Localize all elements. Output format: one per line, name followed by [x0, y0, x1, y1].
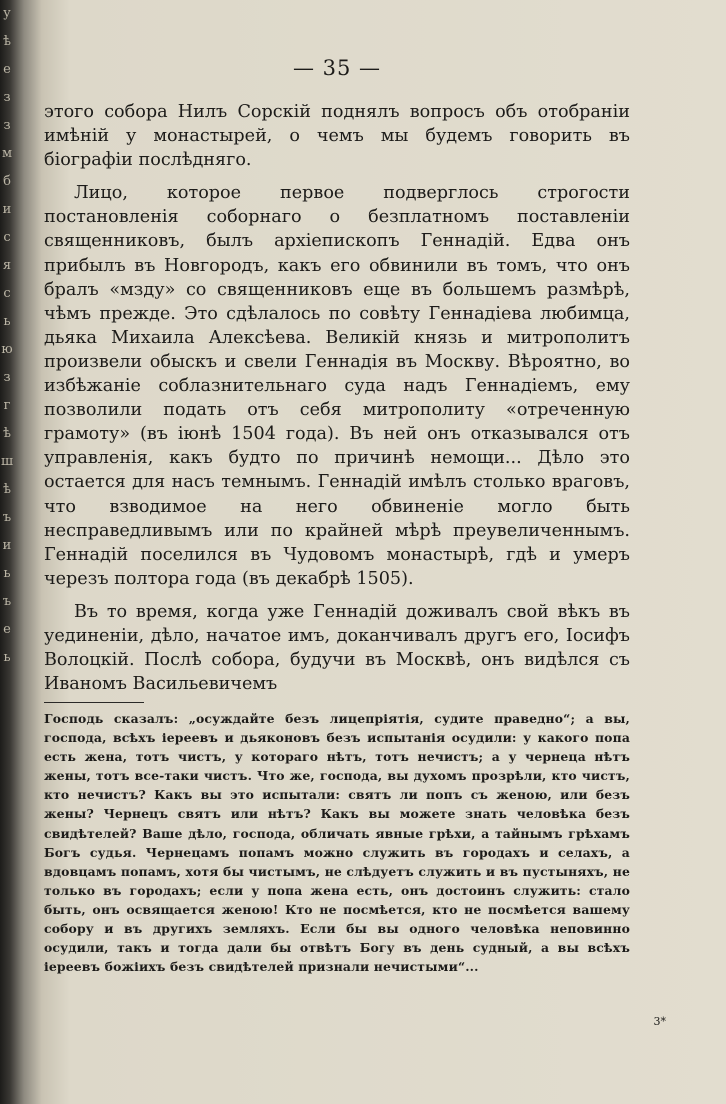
paragraph-joseph: Въ то время, когда уже Геннадій доживалъ свой вѣкъ въ уединеніи, дѣло, начатое имъ, доканчивалъ другъ его, Іосифъ Волоцкій. Послѣ собора, будучи въ Москвѣ, онъ видѣлся съ Иваномъ Васильевичемъ	[44, 601, 630, 695]
edge-glyph: ъ	[2, 594, 12, 609]
edge-glyph: и	[2, 202, 12, 217]
edge-glyph: и	[2, 538, 12, 553]
edge-glyph: ъ	[2, 510, 12, 525]
edge-glyph: я	[2, 258, 12, 273]
footnote	[44, 709, 630, 976]
paragraph-gennady: Лицо, которое первое подверглось строгости постановленія соборнаго о безплатномъ поставленіи священниковъ, былъ архіепископъ Геннадій. Едва онъ прибылъ въ Новгородъ, какъ его обвинили въ томъ, что онъ бралъ «мзду» со священниковъ еще въ большемъ размѣрѣ, чѣмъ прежде. Это сдѣлалось по совѣту Геннадіева любимца, дьяка Михаила Алексѣева. Великій князь и митрополитъ произвели обыскъ и свели Геннадія въ Москву. Вѣроятно, во избѣжаніе соблазнительнаго суда надъ Геннадіемъ, ему позволили подать отъ себя митрополиту «отреченную грамоту» (въ іюнѣ 1504 года). Въ ней онъ отказывался отъ управленія, какъ будто по причинѣ немощи... Дѣло это остается для насъ темнымъ. Геннадій имѣлъ столько враговъ, что взводимое на него обвиненіе могло быть несправедливымъ или по крайней мѣрѣ преувеличеннымъ. Геннадій поселился въ Чудовомъ монастырѣ, гдѣ и умеръ черезъ полтора года (въ декабрѣ 1505).	[44, 183, 630, 589]
edge-glyph: ѣ	[3, 426, 11, 441]
paragraph-continuation: этого собора Нилъ Сорскій поднялъ вопросъ объ отобраніи имѣній у монастырей, о чемъ мы будемъ говорить въ біографіи послѣдняго.	[44, 102, 630, 171]
edge-glyph: ь	[3, 314, 11, 329]
edge-glyph: з	[3, 118, 11, 133]
page-number: — 35 —	[292, 56, 382, 80]
edge-glyph: ш	[0, 454, 14, 469]
edge-glyph: ь	[3, 566, 11, 581]
edge-glyph: ю	[1, 342, 13, 357]
book-page	[44, 56, 630, 1066]
edge-glyph: е	[3, 62, 11, 77]
footnote-divider	[44, 702, 144, 703]
edge-glyph: е	[3, 622, 11, 637]
edge-glyph: ь	[3, 650, 11, 665]
edge-glyph: ѣ	[3, 482, 11, 497]
edge-glyph: у	[3, 6, 11, 21]
edge-glyph: с	[3, 286, 11, 301]
edge-glyph: м	[1, 146, 13, 161]
edge-glyph: с	[3, 230, 11, 245]
edge-glyph: б	[3, 174, 11, 189]
edge-glyph: ѣ	[3, 34, 11, 49]
edge-glyph: г	[3, 398, 11, 413]
edge-glyph: з	[3, 370, 11, 385]
signature-mark: 3*	[653, 1015, 666, 1028]
edge-glyph: з	[3, 90, 11, 105]
footnote-text: Господь сказалъ: „осуждайте безъ лицепріятія, судите праведно“; а вы, господа, всѣхъ іереевъ и дьяконовъ безъ испытанія осудили: у какого попа есть жена, тотъ чистъ, у котораго нѣтъ, тотъ нечистъ; а у чернеца нѣтъ жены, тотъ все-таки чистъ. Что же, господа, вы духомъ прозрѣли, кто чистъ, кто нечистъ? Какъ вы это испытали: святъ ли попъ съ женою, или безъ жены? Чернецъ святъ или нѣтъ? Какъ вы можете знать человѣка безъ свидѣтелей? Ваше дѣло, господа, обличать явные грѣхи, а тайнымъ грѣхамъ Богъ судья. Чернецамъ попамъ можно служить въ городахъ и селахъ, а вдовцамъ попамъ, хотя бы чистымъ, не слѣдуетъ служить и въ пустыняхъ, не только въ городахъ; если у попа жена есть, онъ достоинъ служить: стало быть, онъ освящается женою! Кто не посмѣется, кто не посмѣется вашему собору и въ другихъ земляхъ. Если бы вы одного человѣка неповинно осудили, такъ и тогда дали бы отвѣтъ Богу въ день судный, а вы всѣхъ іереевъ божіихъ безъ свидѣтелей признали нечистыми“...	[44, 711, 630, 974]
main-text	[44, 100, 630, 696]
previous-page-edge	[0, 0, 14, 1104]
